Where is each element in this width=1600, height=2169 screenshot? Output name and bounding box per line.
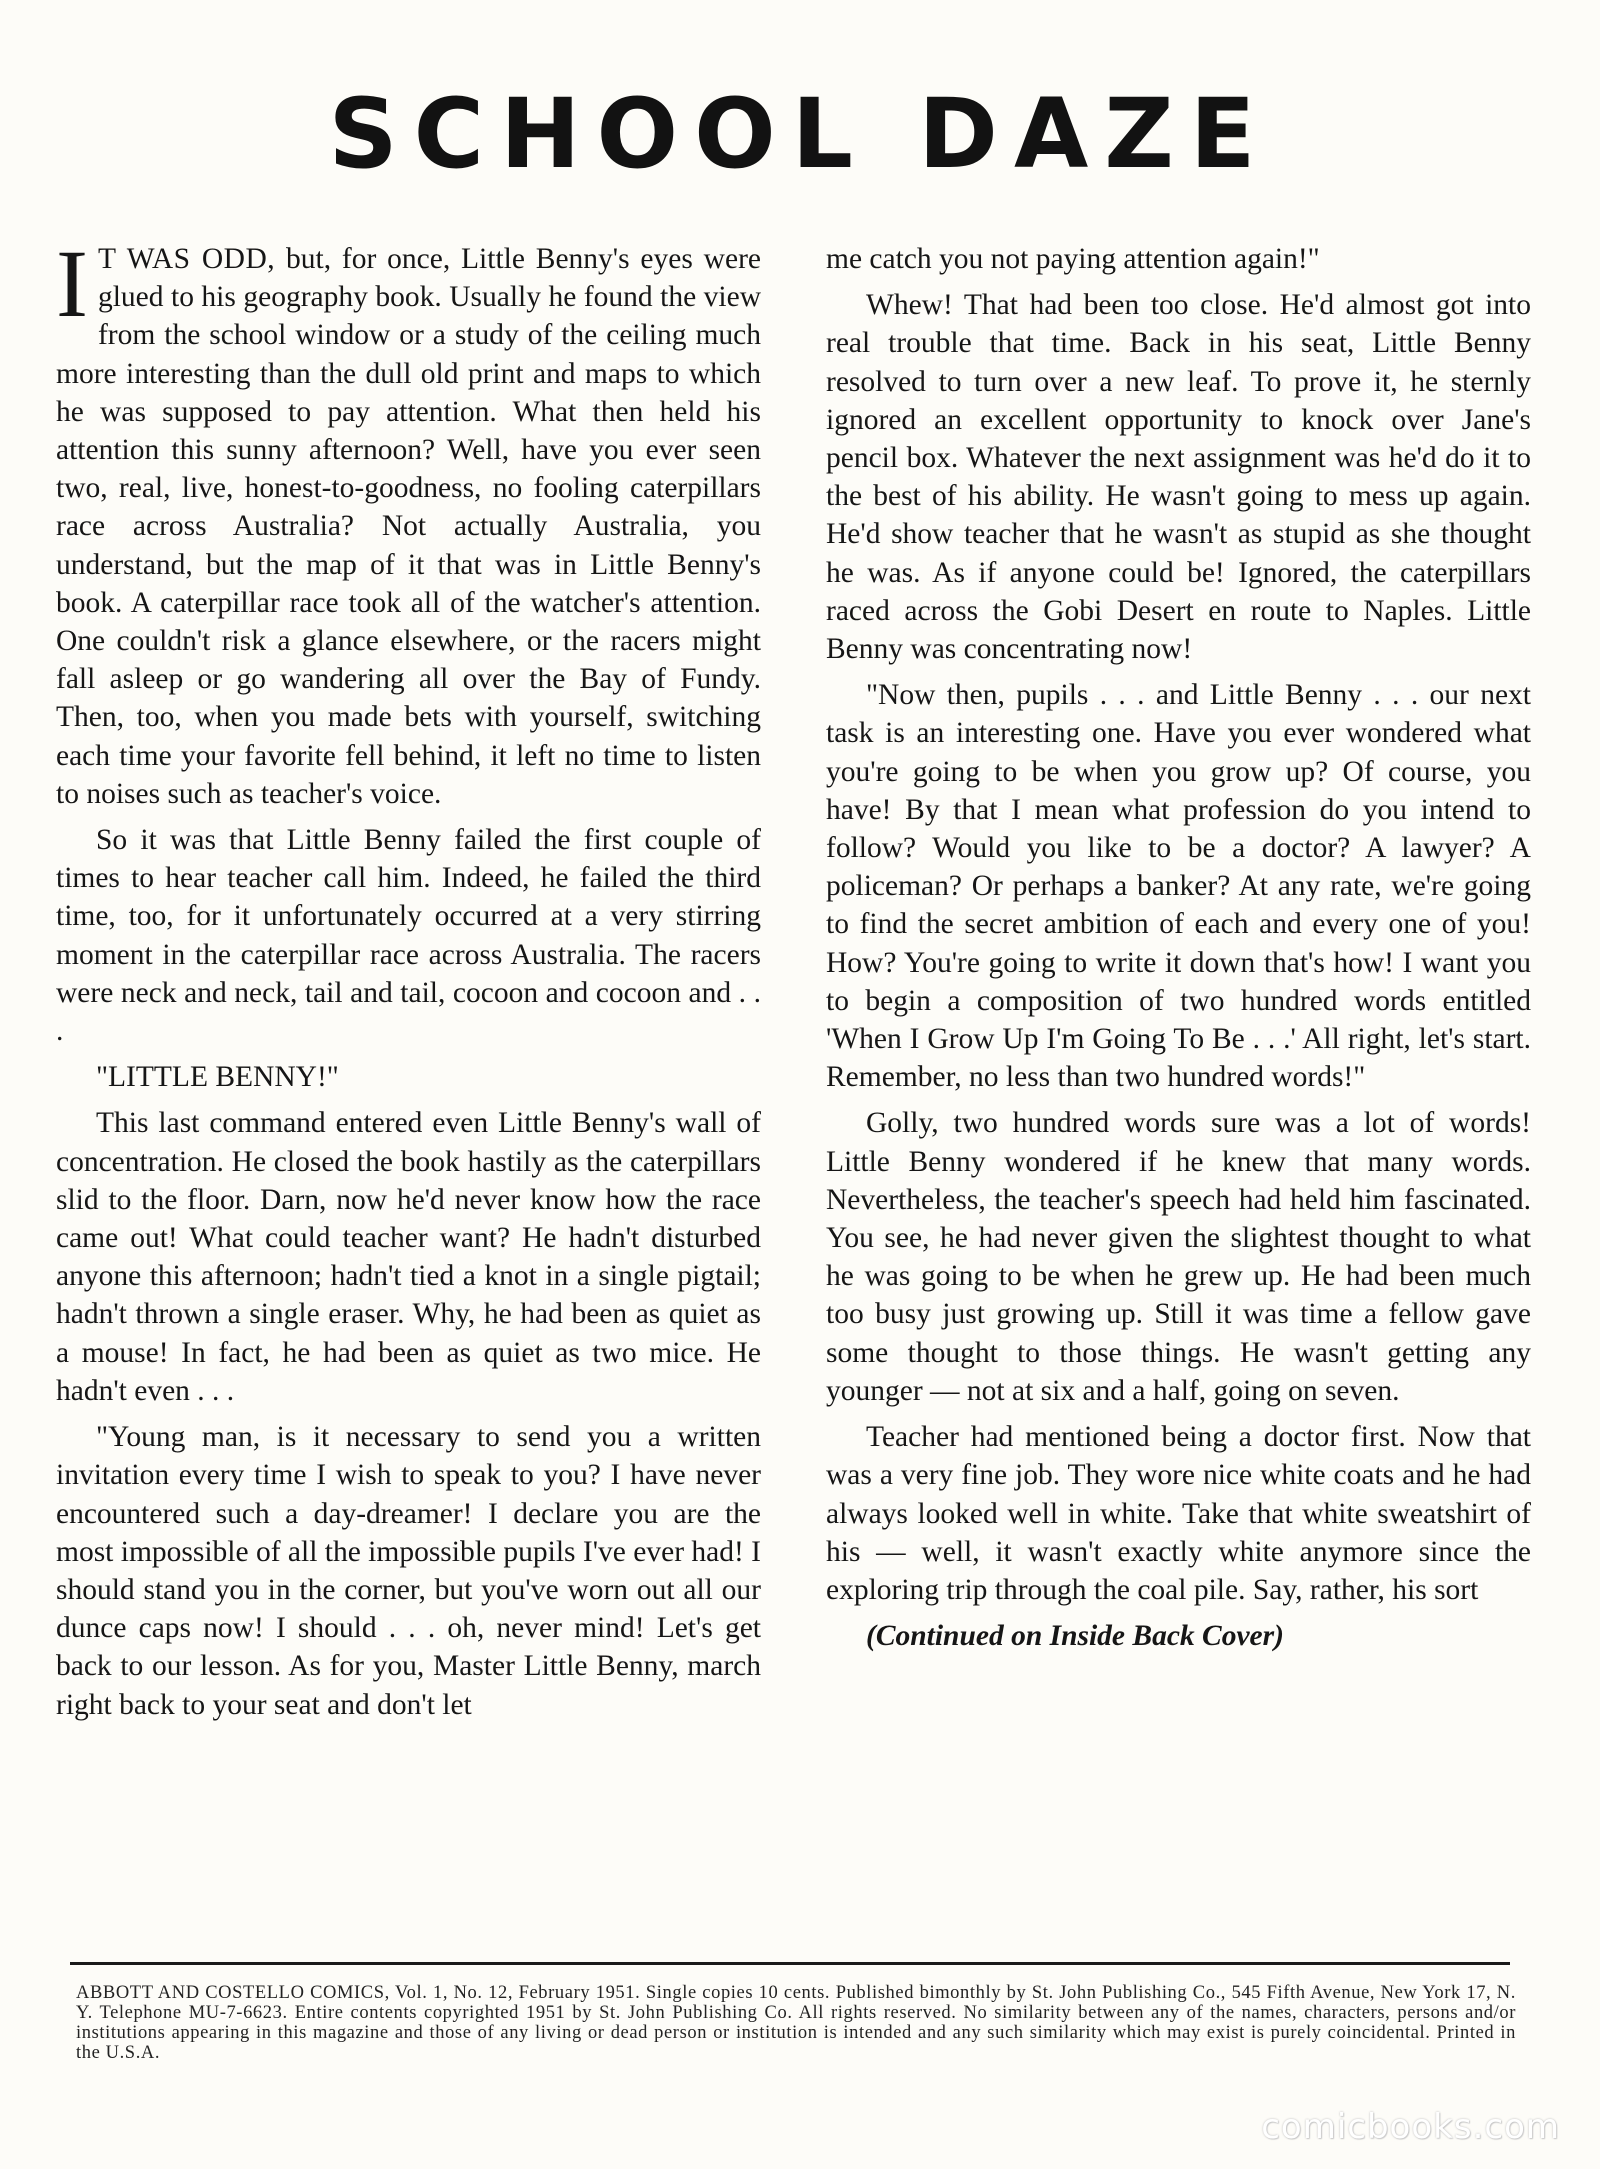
left-column xyxy=(56,230,762,1732)
publication-indicia: ABBOTT AND COSTELLO COMICS, Vol. 1, No. 12, February 1951. Single copies 10 cents. Published bimonthly by St. John Publishing Co., 545 Fifth Avenue, New York 17, N. Y. Telephone MU-7-6623. Entire contents copyrighted 1951 by St. John Publishing Co. All rights reserved. No similarity between any of the names, characters, persons and/or institutions appearing in this magazine and those of any living or dead person or institution is intended and any such similarity which may exist is purely coincidental. Printed in the U.S.A. xyxy=(76,1983,1516,2063)
story-paragraph-10: Teacher had mentioned being a doctor first. Now that was a very fine job. They wore nice white coats and he had always looked well in white. Take that white sweatshirt of his — well, it wasn't exactly white anymore since the exploring trip through the coal pile. Say, rather, his sort xyxy=(826,1421,1531,1606)
drop-cap: I xyxy=(56,230,88,337)
story-paragraph-9: Golly, two hundred words sure was a lot of words! Little Benny wondered if he knew that many words. Nevertheless, the teacher's speech had held him fascinated. You see, he had never given the slightest thought to what he was going to be when he grew up. He had been much too busy just growing up. Still it was time a fellow gave some thought to those things. He wasn't getting any younger — not at six and a half, going on seven. xyxy=(826,1107,1531,1407)
story-paragraph-1 xyxy=(56,230,761,813)
story-paragraph-4: This last command entered even Little Benny's wall of concentration. He closed the book hastily as the caterpillars slid to the floor. Darn, now he'd never know how the race came out! What could teacher want? He hadn't disturbed anyone this afternoon; hadn't tied a knot in a single pigtail; hadn't thrown a single eraser. Why, he had been as quiet as a mouse! In fact, he had been as quiet as two mice. He hadn't even . . . xyxy=(56,1107,761,1407)
continued-note: (Continued on Inside Back Cover) xyxy=(866,1620,1284,1653)
story-paragraph-8: "Now then, pupils . . . and Little Benny . . . our next task is an interesting one. Have you ever wondered what you're going to be when you grow up? Of course, you have! By that I mean what profession do you intend to follow? Would you like to be a doctor? A lawyer? A policeman? Or perhaps a banker? At any rate, we're going to find the secret ambition of each and every one of you! How? You're going to write it down that's how! I want you to begin a composition of two hundred words entitled 'When I Grow Up I'm Going To Be . . .' All right, let's start. Remember, no less than two hundred words!" xyxy=(826,679,1531,1094)
story-paragraph-7: Whew! That had been too close. He'd almost got into real trouble that time. Back in his seat, Little Benny resolved to turn over a new leaf. To prove it, he sternly ignored an excellent opportunity to knock over Jane's pencil box. Whatever the next assignment was he'd do it to the best of his ability. He wasn't going to mess up again. He'd show teacher that he wasn't as stupid as she thought he was. As if anyone could be! Ignored, the caterpillars raced across the Gobi Desert en route to Naples. Little Benny was concentrating now! xyxy=(826,289,1531,666)
lead-in-caps: T WAS ODD, xyxy=(97,243,276,275)
story-paragraph-2: So it was that Little Benny failed the first couple of times to hear teacher call him. Indeed, he failed the third time, too, for it unfortunately occurred at a very stirring moment in the caterpillar race across Australia. The racers were neck and neck, tail and tail, cocoon and cocoon and . . . xyxy=(56,824,761,1048)
right-column xyxy=(826,240,1531,1663)
story-paragraph-6: me catch you not paying attention again!" xyxy=(826,243,1320,275)
story-paragraph-3: "LITTLE BENNY!" xyxy=(96,1061,339,1094)
story-paragraph-5: "Young man, is it necessary to send you a written invitation every time I wish to speak to you? I have never encountered such a day-dreamer! I declare you are the most impossible of all the impossible pupils I've ever had! I should stand you in the corner, but you've worn out all our dunce caps now! I should . . . oh, never mind! Let's get back to our lesson. As for you, Master Little Benny, march right back to your seat and don't let xyxy=(56,1421,762,1721)
page-title: SCHOOL DAZE xyxy=(328,78,1272,190)
watermark: comicbooks.com xyxy=(1261,2107,1560,2147)
footer-divider xyxy=(70,1962,1510,1965)
paragraph-text: but, for once, Little Benny's eyes were glued to his geography book. Usually he found the view from the school window or a study of the ceiling much more interesting than the dull old print and maps to which he was supposed to pay attention. What then held his attention this sunny afternoon? Well, have you ever seen two, real, live, honest-to-goodness, no fooling caterpillars race across Australia? Not actually Australia, you understand, but the map of it that was in Little Benny's book. A caterpillar race took all of the watcher's attention. One couldn't risk a glance elsewhere, or the racers might fall asleep or go wandering all over the Bay of Fundy. Then, too, when you made bets with yourself, switching each time your favorite fell behind, it left no time to listen to noises such as teacher's voice. xyxy=(56,243,761,810)
